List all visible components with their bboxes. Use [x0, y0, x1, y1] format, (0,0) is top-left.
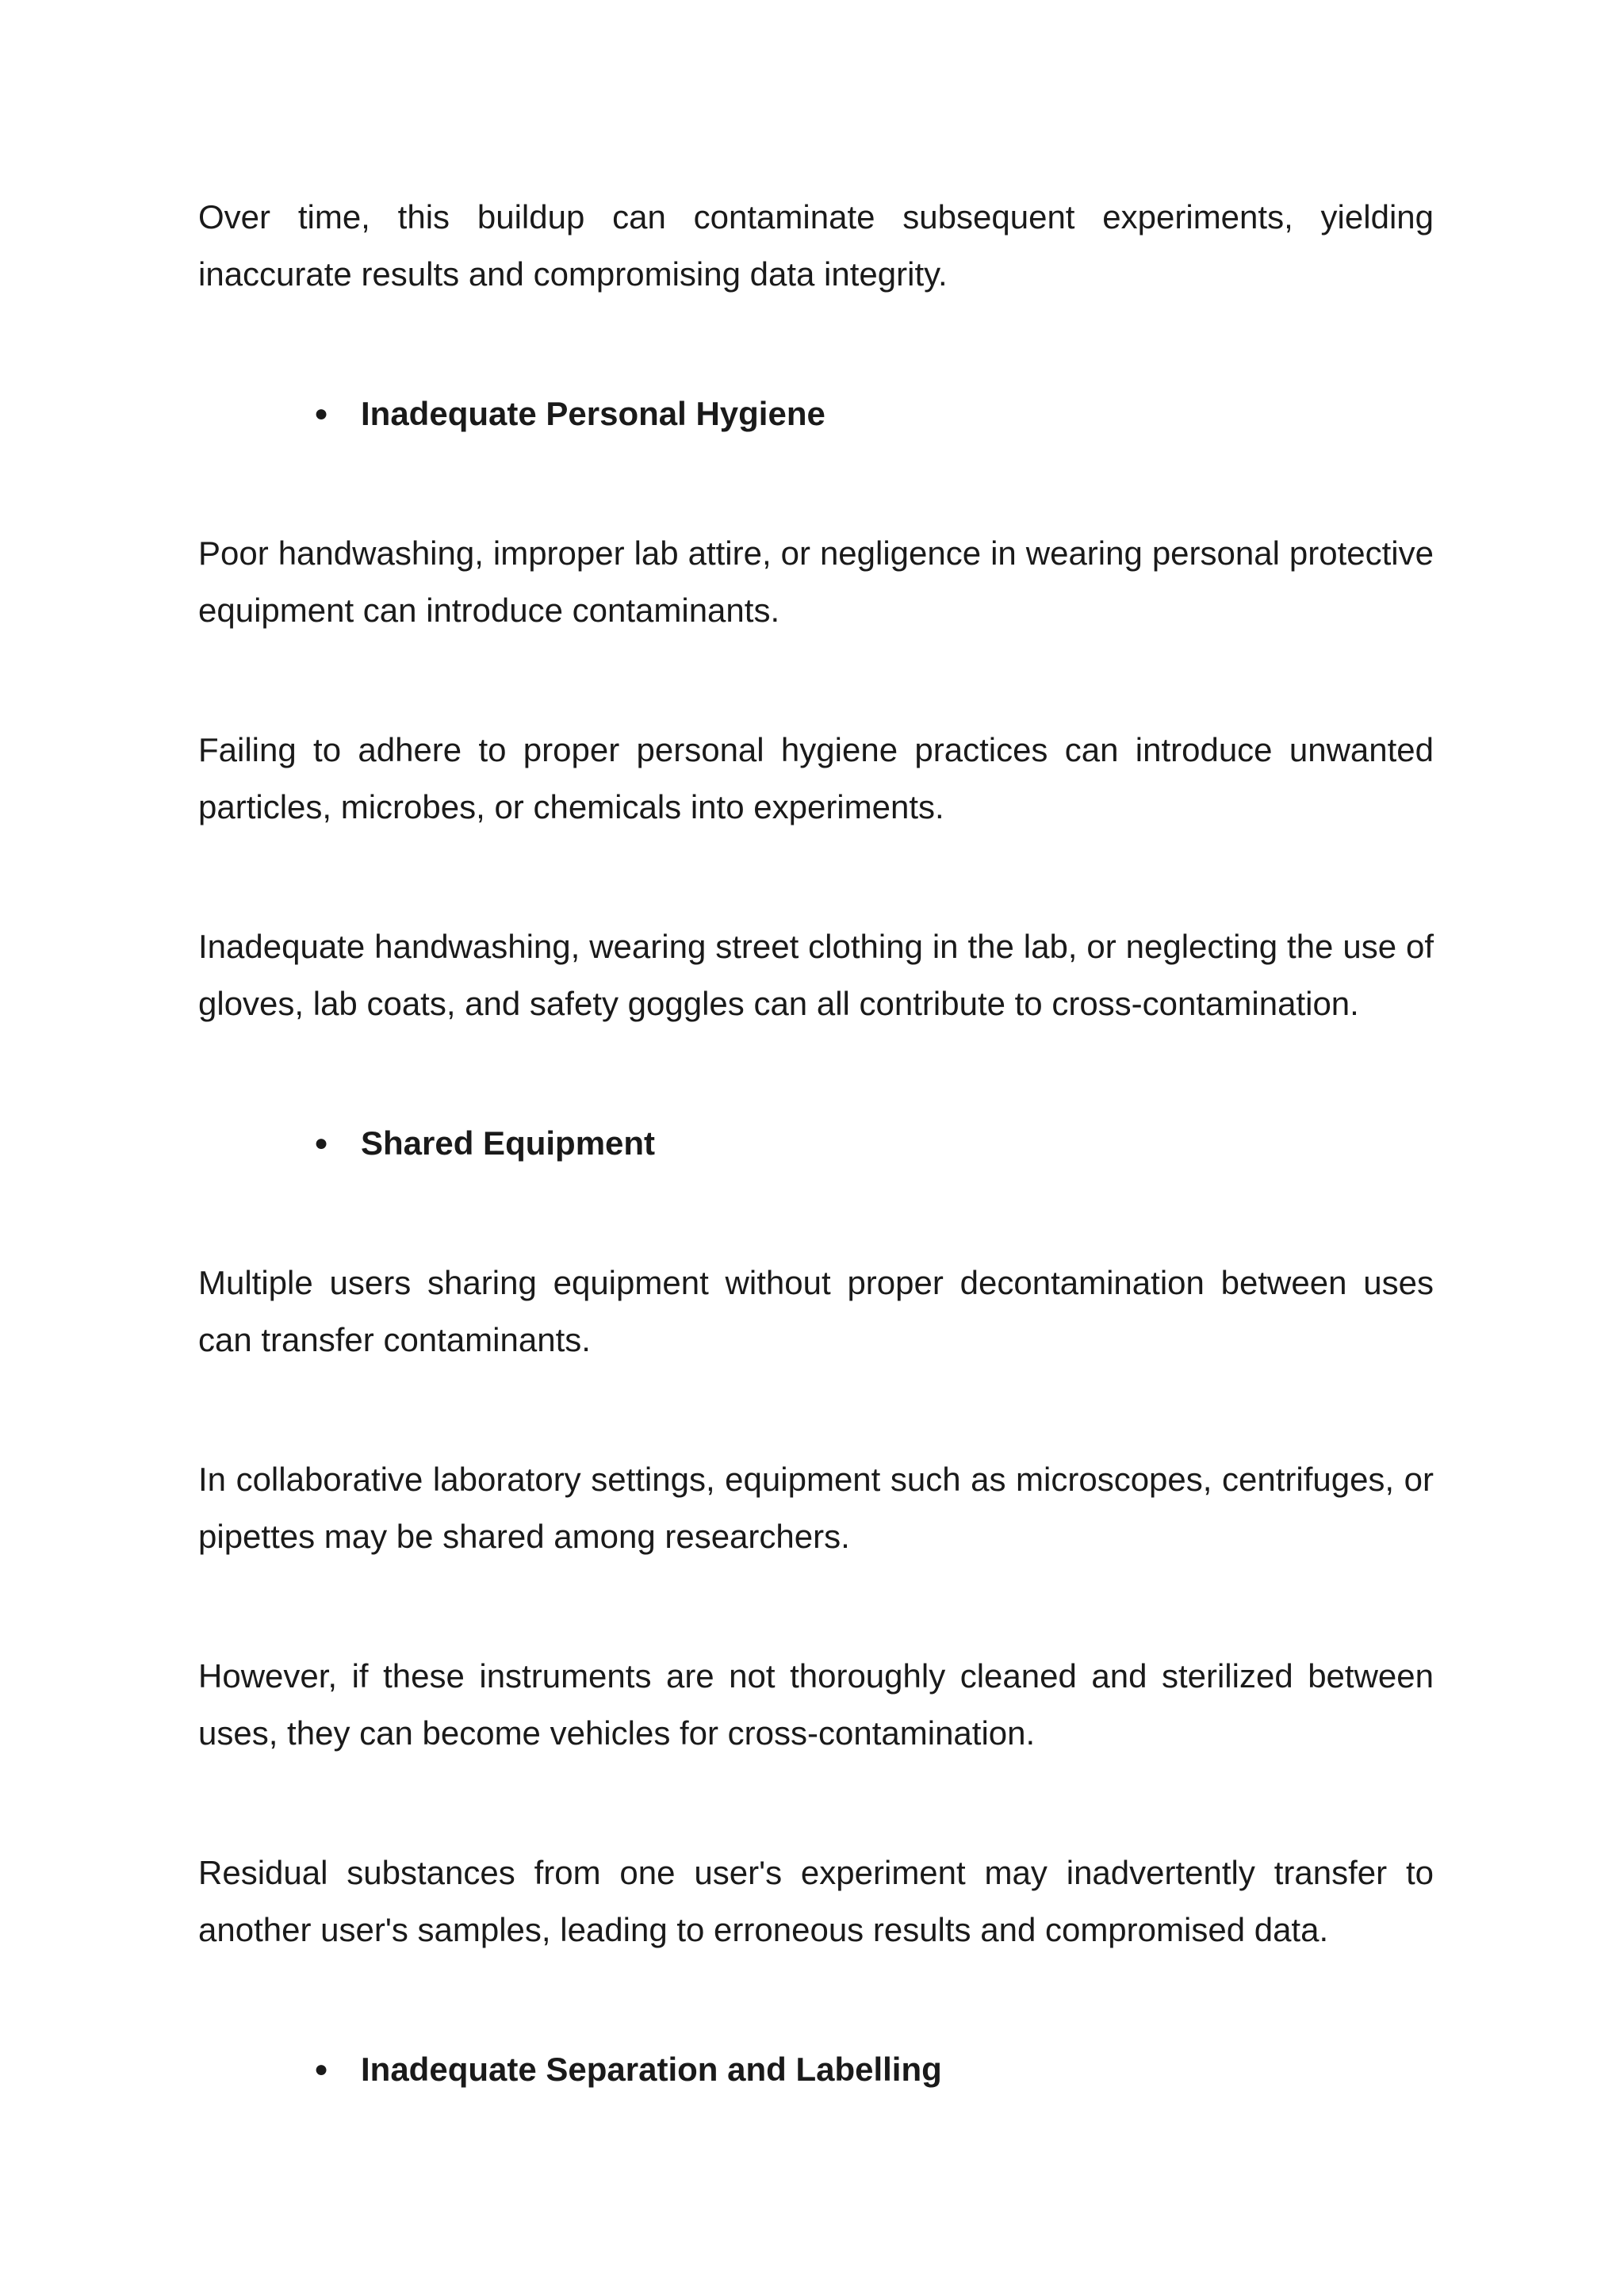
document-body	[198, 189, 1434, 2181]
paragraph: However, if these instruments are not thoroughly cleaned and sterilized between uses, they can become vehicles for cross-contamination.	[198, 1657, 1434, 1752]
bullet-heading-separation-labelling	[198, 2041, 1434, 2098]
heading-text: Shared Equipment	[361, 1124, 656, 1162]
bullet-icon: ●	[314, 400, 329, 427]
paragraph: Poor handwashing, improper lab attire, or negligence in wearing personal protective equipment can introduce contaminants.	[198, 534, 1434, 629]
paragraph: Inadequate handwashing, wearing street clothing in the lab, or neglecting the use of gloves, lab coats, and safety goggles can all contribute to cross-contamination.	[198, 928, 1434, 1022]
paragraph: Over time, this buildup can contaminate subsequent experiments, yielding inaccurate results and compromising data integrity.	[198, 198, 1434, 293]
bullet-heading-personal-hygiene	[198, 385, 1434, 442]
heading-text: Inadequate Personal Hygiene	[361, 395, 825, 432]
paragraph: Failing to adhere to proper personal hygiene practices can introduce unwanted particles, microbes, or chemicals into experiments.	[198, 731, 1434, 825]
bullet-heading-shared-equipment	[198, 1115, 1434, 1172]
paragraph: Multiple users sharing equipment without proper decontamination between uses can transfer contaminants.	[198, 1264, 1434, 1358]
paragraph: Residual substances from one user's experiment may inadvertently transfer to another user's samples, leading to erroneous results and compromised data.	[198, 1854, 1434, 1948]
heading-text: Inadequate Separation and Labelling	[361, 2051, 942, 2088]
paragraph: In collaborative laboratory settings, equipment such as microscopes, centrifuges, or pipettes may be shared among researchers.	[198, 1461, 1434, 1555]
bullet-icon: ●	[314, 2056, 329, 2082]
bullet-icon: ●	[314, 1130, 329, 1156]
